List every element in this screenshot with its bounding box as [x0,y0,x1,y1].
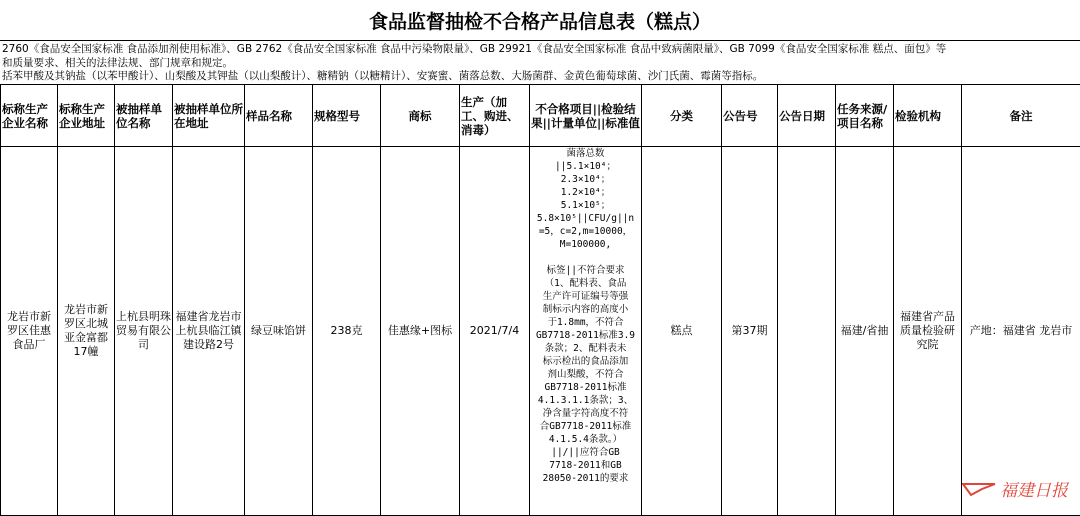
result-line: 于1.8mm，不符合 [531,316,640,329]
cell-production-date: 2021/7/4 [460,147,530,516]
result-line: ||5.1×10⁴； [531,160,640,173]
result-line: 5.8×10⁵||CFU/g||n [531,212,640,225]
result-line: 菌落总数 [531,147,640,160]
header-sampled-unit: 被抽样单位名称 [115,85,173,147]
cell-bulletin-no: 第37期 [722,147,778,516]
cell-sample-name: 绿豆味馅饼 [245,147,313,516]
result-line: 合GB7718-2011标准 [531,420,640,433]
result-line: M=100000, [531,238,640,251]
cell-task-source: 福建/省抽 [836,147,894,516]
header-producer-address: 标称生产企业地址 [58,85,115,147]
result-line: 剂山梨酸，不符合 [531,368,640,381]
result-line: GB7718-2011标准3.9 [531,329,640,342]
standards-note [0,40,1080,84]
cell-remark: 产地：福建省 龙岩市 [962,147,1080,516]
cell-producer-name: 龙岩市新罗区佳惠食品厂 [1,147,58,516]
result-line: 7718-2011和GB [531,459,640,472]
header-sample-name: 样品名称 [245,85,313,147]
watermark-text: 福建日报 [1000,476,1068,501]
header-trademark: 商标 [381,85,460,147]
header-task-source: 任务来源/项目名称 [836,85,894,147]
header-remark: 备注 [962,85,1080,147]
table-header-row [1,85,1080,147]
result-line: 标签||不符合要求 [531,264,640,277]
header-category: 分类 [642,85,722,147]
result-line: 1.2×10⁴； [531,186,640,199]
result-line: 4.1.5.4条款。） [531,433,640,446]
header-sampled-location: 被抽样单位所在地址 [173,85,245,147]
header-production-date: 生产（加工、购进、消毒） [460,85,530,147]
cell-nonconforming-result [530,147,642,516]
cell-producer-address: 龙岩市新罗区北城亚金富都17幢 [58,147,115,516]
cell-bulletin-date [778,147,836,516]
result-line: 标示检出的食品添加 [531,355,640,368]
result-line: 28050-2011的要求 [531,472,640,485]
nonconforming-products-table [0,84,1080,516]
fujian-daily-logo-icon [962,481,996,497]
note-line-2: 和质量要求、相关的法律法规、部门规章和规定。 [2,57,1078,71]
result-line: 2.3×10⁴； [531,173,640,186]
result-line: 净含量字符高度不符 [531,407,640,420]
result-line: =5，c=2,m=10000， [531,225,640,238]
result-line: 生产许可证编号等强 [531,290,640,303]
header-producer-name: 标称生产企业名称 [1,85,58,147]
header-nonconforming-item: 不合格项目||检验结果||计量单位||标准值 [530,85,642,147]
result-line: 4.1.3.1.1条款；3、 [531,394,640,407]
result-line [531,251,640,264]
fujian-daily-watermark [962,476,1068,501]
table-row [1,147,1080,516]
note-line-3: 括苯甲酸及其钠盐（以苯甲酸计）、山梨酸及其钾盐（以山梨酸计）、糖精钠（以糖精计）、安赛蜜、菌落总数、大肠菌群、金黄色葡萄球菌、沙门氏菌、霉菌等指标。 [2,70,1078,84]
cell-sampled-location: 福建省龙岩市上杭县临江镇建设路2号 [173,147,245,516]
result-line: 条款；2、配料表未 [531,342,640,355]
cell-spec: 238克 [313,147,381,516]
header-inspection-org: 检验机构 [894,85,962,147]
note-line-1: 2760《食品安全国家标准 食品添加剂使用标准》、GB 2762《食品安全国家标准 食品中污染物限量》、GB 29921《食品安全国家标准 食品中致病菌限量》、GB 7099《食品安全国家标准 糕点、面包》等 [2,43,1078,57]
document-title: 食品监督抽检不合格产品信息表（糕点） [0,5,1080,39]
result-line: 制标示内容的高度小 [531,303,640,316]
header-bulletin-date: 公告日期 [778,85,836,147]
result-line: 5.1×10⁵； [531,199,640,212]
cell-category: 糕点 [642,147,722,516]
result-line: （1、配料表、食品 [531,277,640,290]
header-spec: 规格型号 [313,85,381,147]
result-line: GB7718-2011标准 [531,381,640,394]
cell-sampled-unit: 上杭县明珠贸易有限公司 [115,147,173,516]
result-line: ||/||应符合GB [531,446,640,459]
cell-trademark: 佳惠缘+图标 [381,147,460,516]
cell-inspection-org: 福建省产品质量检验研究院 [894,147,962,516]
header-bulletin-no: 公告号 [722,85,778,147]
